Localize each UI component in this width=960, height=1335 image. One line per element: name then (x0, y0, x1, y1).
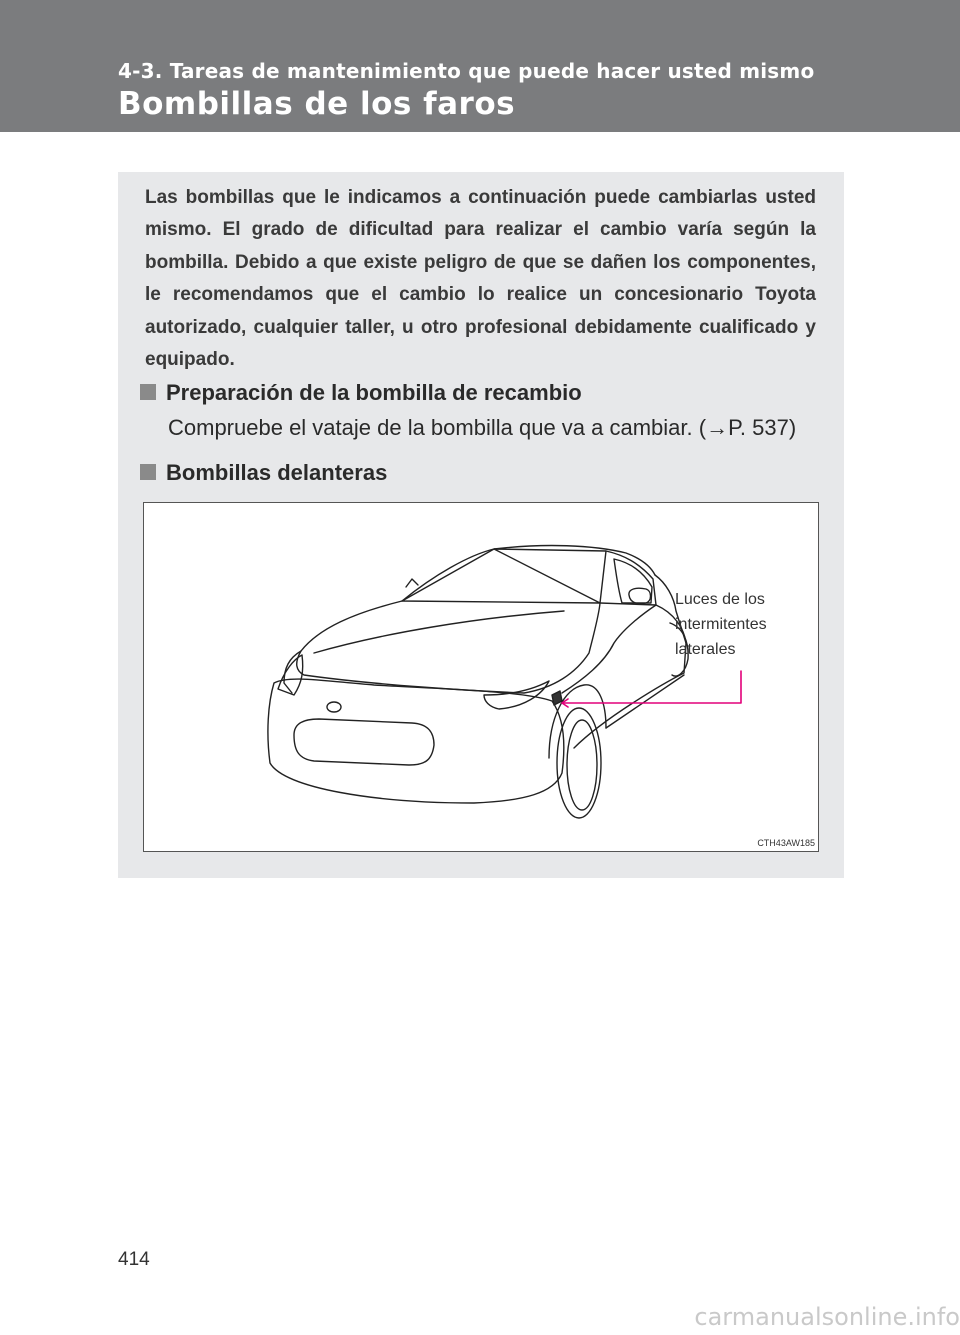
intro-paragraph: Las bombillas que le indicamos a continuación puede cambiarlas usted mismo. El grado de dificultad para realizar el cambio varía según la bombilla. Debido a que existe peligro de que se dañen los componentes, le recomendamos que el cambio lo realice un concesionario Toyota autorizado, cualquier taller, u otro profesional debidamente cualificado y equipado. (145, 187, 816, 371)
car-front-wheel-rim (567, 720, 597, 810)
heading-text: Preparación de la bombilla de recambio (166, 380, 582, 405)
square-bullet-icon (140, 384, 156, 400)
heading-text: Bombillas delanteras (166, 460, 388, 485)
content-box (118, 172, 844, 878)
page-header (0, 0, 960, 132)
section-title: 4-3. Tareas de mantenimiento que puede hacer usted mismo (118, 59, 815, 83)
figure-code: CTH43AW185 (757, 838, 815, 848)
car-emblem (327, 702, 341, 712)
car-illustration (144, 503, 818, 851)
bulb-preparation-text: Compruebe el vataje de la bombilla que va a cambiar. (→P. 537) (168, 415, 797, 440)
page-title: Bombillas de los faros (118, 86, 516, 122)
page-number: 414 (118, 1249, 150, 1270)
car-windshield (402, 549, 606, 603)
car-side-window (614, 559, 652, 603)
callout-label-side-turn-signals: Luces de los intermitentes laterales (675, 591, 767, 658)
car-illustration-figure (143, 502, 819, 852)
car-hood (297, 601, 600, 693)
car-right-headlight (484, 681, 549, 709)
car-side-mirror (629, 588, 651, 603)
heading-bulb-preparation (140, 380, 582, 406)
square-bullet-icon (140, 464, 156, 480)
car-a-pillar (600, 551, 656, 605)
car-antenna (406, 579, 418, 587)
car-side-marker-lamp (552, 691, 562, 705)
watermark: carmanualsonline.info (694, 1303, 960, 1331)
car-grille (294, 719, 434, 765)
car-front-bumper (268, 679, 564, 803)
callout-leader-line (562, 671, 741, 703)
car-side-skirt (606, 675, 684, 728)
car-side-body (562, 605, 686, 748)
heading-front-bulbs (140, 460, 387, 486)
